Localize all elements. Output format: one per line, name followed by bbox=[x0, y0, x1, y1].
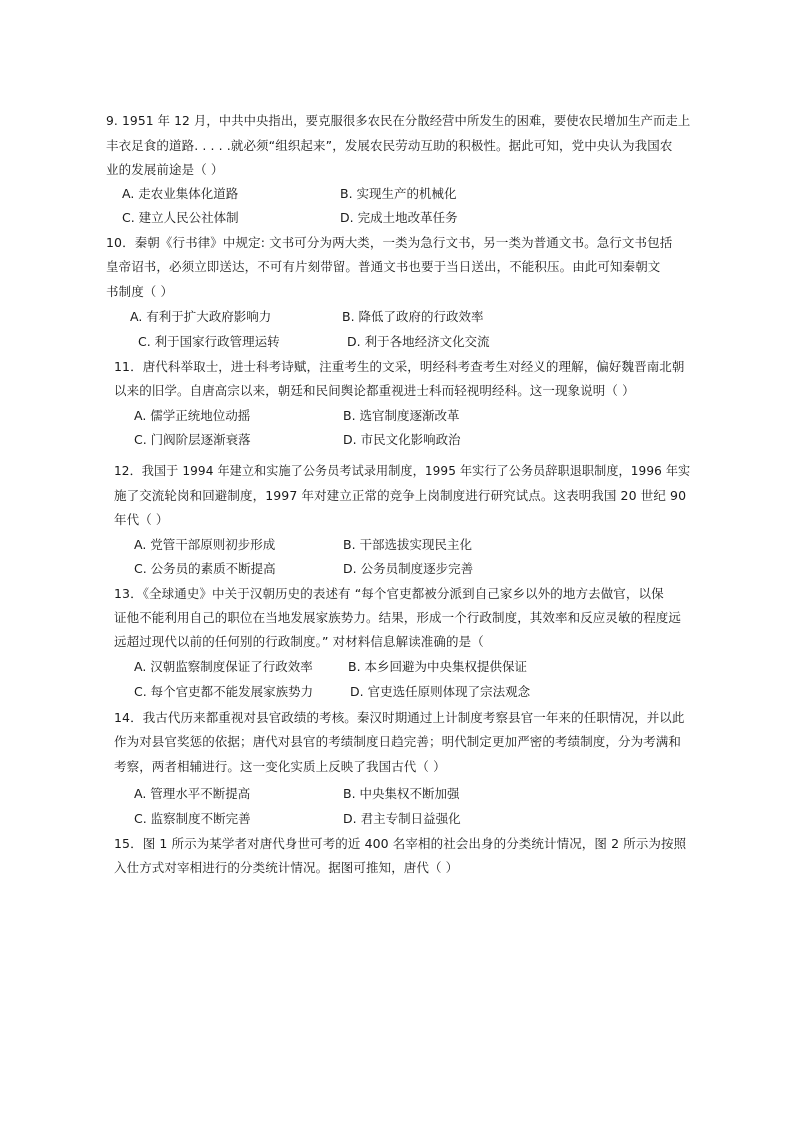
option-c: C. 每个官吏都不能发展家族势力 bbox=[134, 684, 314, 699]
question-text-line: 13．《全球通史》中关于汉朝历史的表述有 “每个官吏都被分派到自己家乡以外的地方去做官，以保 bbox=[114, 586, 664, 601]
option-a: A. 党管干部原则初步形成 bbox=[134, 537, 276, 552]
option-d: D. 完成土地改革任务 bbox=[340, 210, 458, 225]
option-b: B. 中央集权不断加强 bbox=[343, 786, 460, 801]
option-a: A. 有利于扩大政府影响力 bbox=[130, 309, 272, 324]
option-c: C. 利于国家行政管理运转 bbox=[138, 334, 280, 349]
question-text-line: 作为对县官奖惩的依据；唐代对县官的考绩制度日趋完善；明代制定更加严密的考绩制度，分为考满和 bbox=[114, 734, 682, 749]
question-text-line: 以来的旧学。自唐高宗以来，朝廷和民间舆论都重视进士科而轻视明经科。这一现象说明（ ） bbox=[114, 383, 635, 398]
question-text-line: 考察，两者相辅进行。这一变化实质上反映了我国古代（ ） bbox=[114, 759, 446, 774]
question-text-line: 皇帝诏书，必须立即送达，不可有片刻带留。普通文书也要于当日送出，不能积压。由此可知秦朝文 bbox=[106, 259, 661, 274]
question-text-line: 9. 1951 年 12 月，中共中央指出，要克服很多农民在分散经营中所发生的困难，要使农民增加生产而走上 bbox=[106, 113, 691, 128]
option-c: C. 门阀阶层逐渐衰落 bbox=[134, 432, 251, 447]
question-text-line: 12．我国于 1994 年建立和实施了公务员考试录用制度，1995 年实行了公务员辞职退职制度，1996 年实 bbox=[114, 463, 691, 478]
question-text-line: 施了交流轮岗和回避制度，1997 年对建立正常的竞争上岗制度进行研究试点。这表明我国 20 世纪 90 bbox=[114, 488, 687, 503]
question-text-line: 15．图 1 所示为某学者对唐代身世可考的近 400 名宰相的社会出身的分类统计情况，图 2 所示为按照 bbox=[114, 836, 687, 851]
option-d: D. 君主专制日益强化 bbox=[343, 811, 461, 826]
option-b: B. 降低了政府的行政效率 bbox=[342, 309, 484, 324]
question-text-line: 书制度（ ） bbox=[106, 284, 174, 299]
question-text-line: 入仕方式对宰相进行的分类统计情况。据图可推知，唐代（ ） bbox=[114, 860, 459, 875]
question-text-line: 11．唐代科举取士，进士科考诗赋，注重考生的文采，明经科考查考生对经义的理解，偏好魏晋南北朝 bbox=[114, 359, 685, 374]
option-b: B. 本乡回避为中央集权提供保证 bbox=[348, 659, 528, 674]
question-text-line: 10．秦朝《行书律》中规定: 文书可分为两大类，一类为急行文书，另一类为普通文书。急行文书包括 bbox=[106, 235, 673, 250]
question-text-line: 证他不能利用自己的职位在当地发展家族势力。结果，形成一个行政制度，其效率和反应灵敏的程度远 bbox=[114, 610, 682, 625]
question-text-line: 14．我古代历来都重视对县官政绩的考核。秦汉时期通过上计制度考察县官一年来的任职情况，并以此 bbox=[114, 710, 685, 725]
option-d: D. 市民文化影响政治 bbox=[343, 432, 461, 447]
question-text-line: 丰衣足食的道路. . . . .就必须“组织起来”，发展农民劳动互助的积极性。据此可知，党中央认为我国农 bbox=[106, 138, 673, 153]
option-a: A. 儒学正统地位动摇 bbox=[134, 408, 251, 423]
question-text-line: 远超过现代以前的任何别的行政制度。” 对材料信息解读准确的是（ bbox=[114, 634, 484, 649]
option-c: C. 公务员的素质不断提高 bbox=[134, 561, 276, 576]
option-a: A. 管理水平不断提高 bbox=[134, 786, 251, 801]
option-c: C. 建立人民公社体制 bbox=[122, 210, 239, 225]
option-b: B. 干部选拔实现民主化 bbox=[343, 537, 473, 552]
option-c: C. 监察制度不断完善 bbox=[134, 811, 251, 826]
question-text-line: 年代（ ） bbox=[114, 512, 169, 527]
question-text-line: 业的发展前途是（ ） bbox=[106, 162, 224, 177]
option-d: D. 官吏选任原则体现了宗法观念 bbox=[350, 684, 531, 699]
option-d: D. 利于各地经济文化交流 bbox=[347, 334, 490, 349]
option-a: A. 走农业集体化道路 bbox=[122, 186, 239, 201]
option-b: B. 选官制度逐渐改革 bbox=[343, 408, 460, 423]
option-a: A. 汉朝监察制度保证了行政效率 bbox=[134, 659, 313, 674]
option-d: D. 公务员制度逐步完善 bbox=[343, 561, 474, 576]
option-b: B. 实现生产的机械化 bbox=[340, 186, 457, 201]
